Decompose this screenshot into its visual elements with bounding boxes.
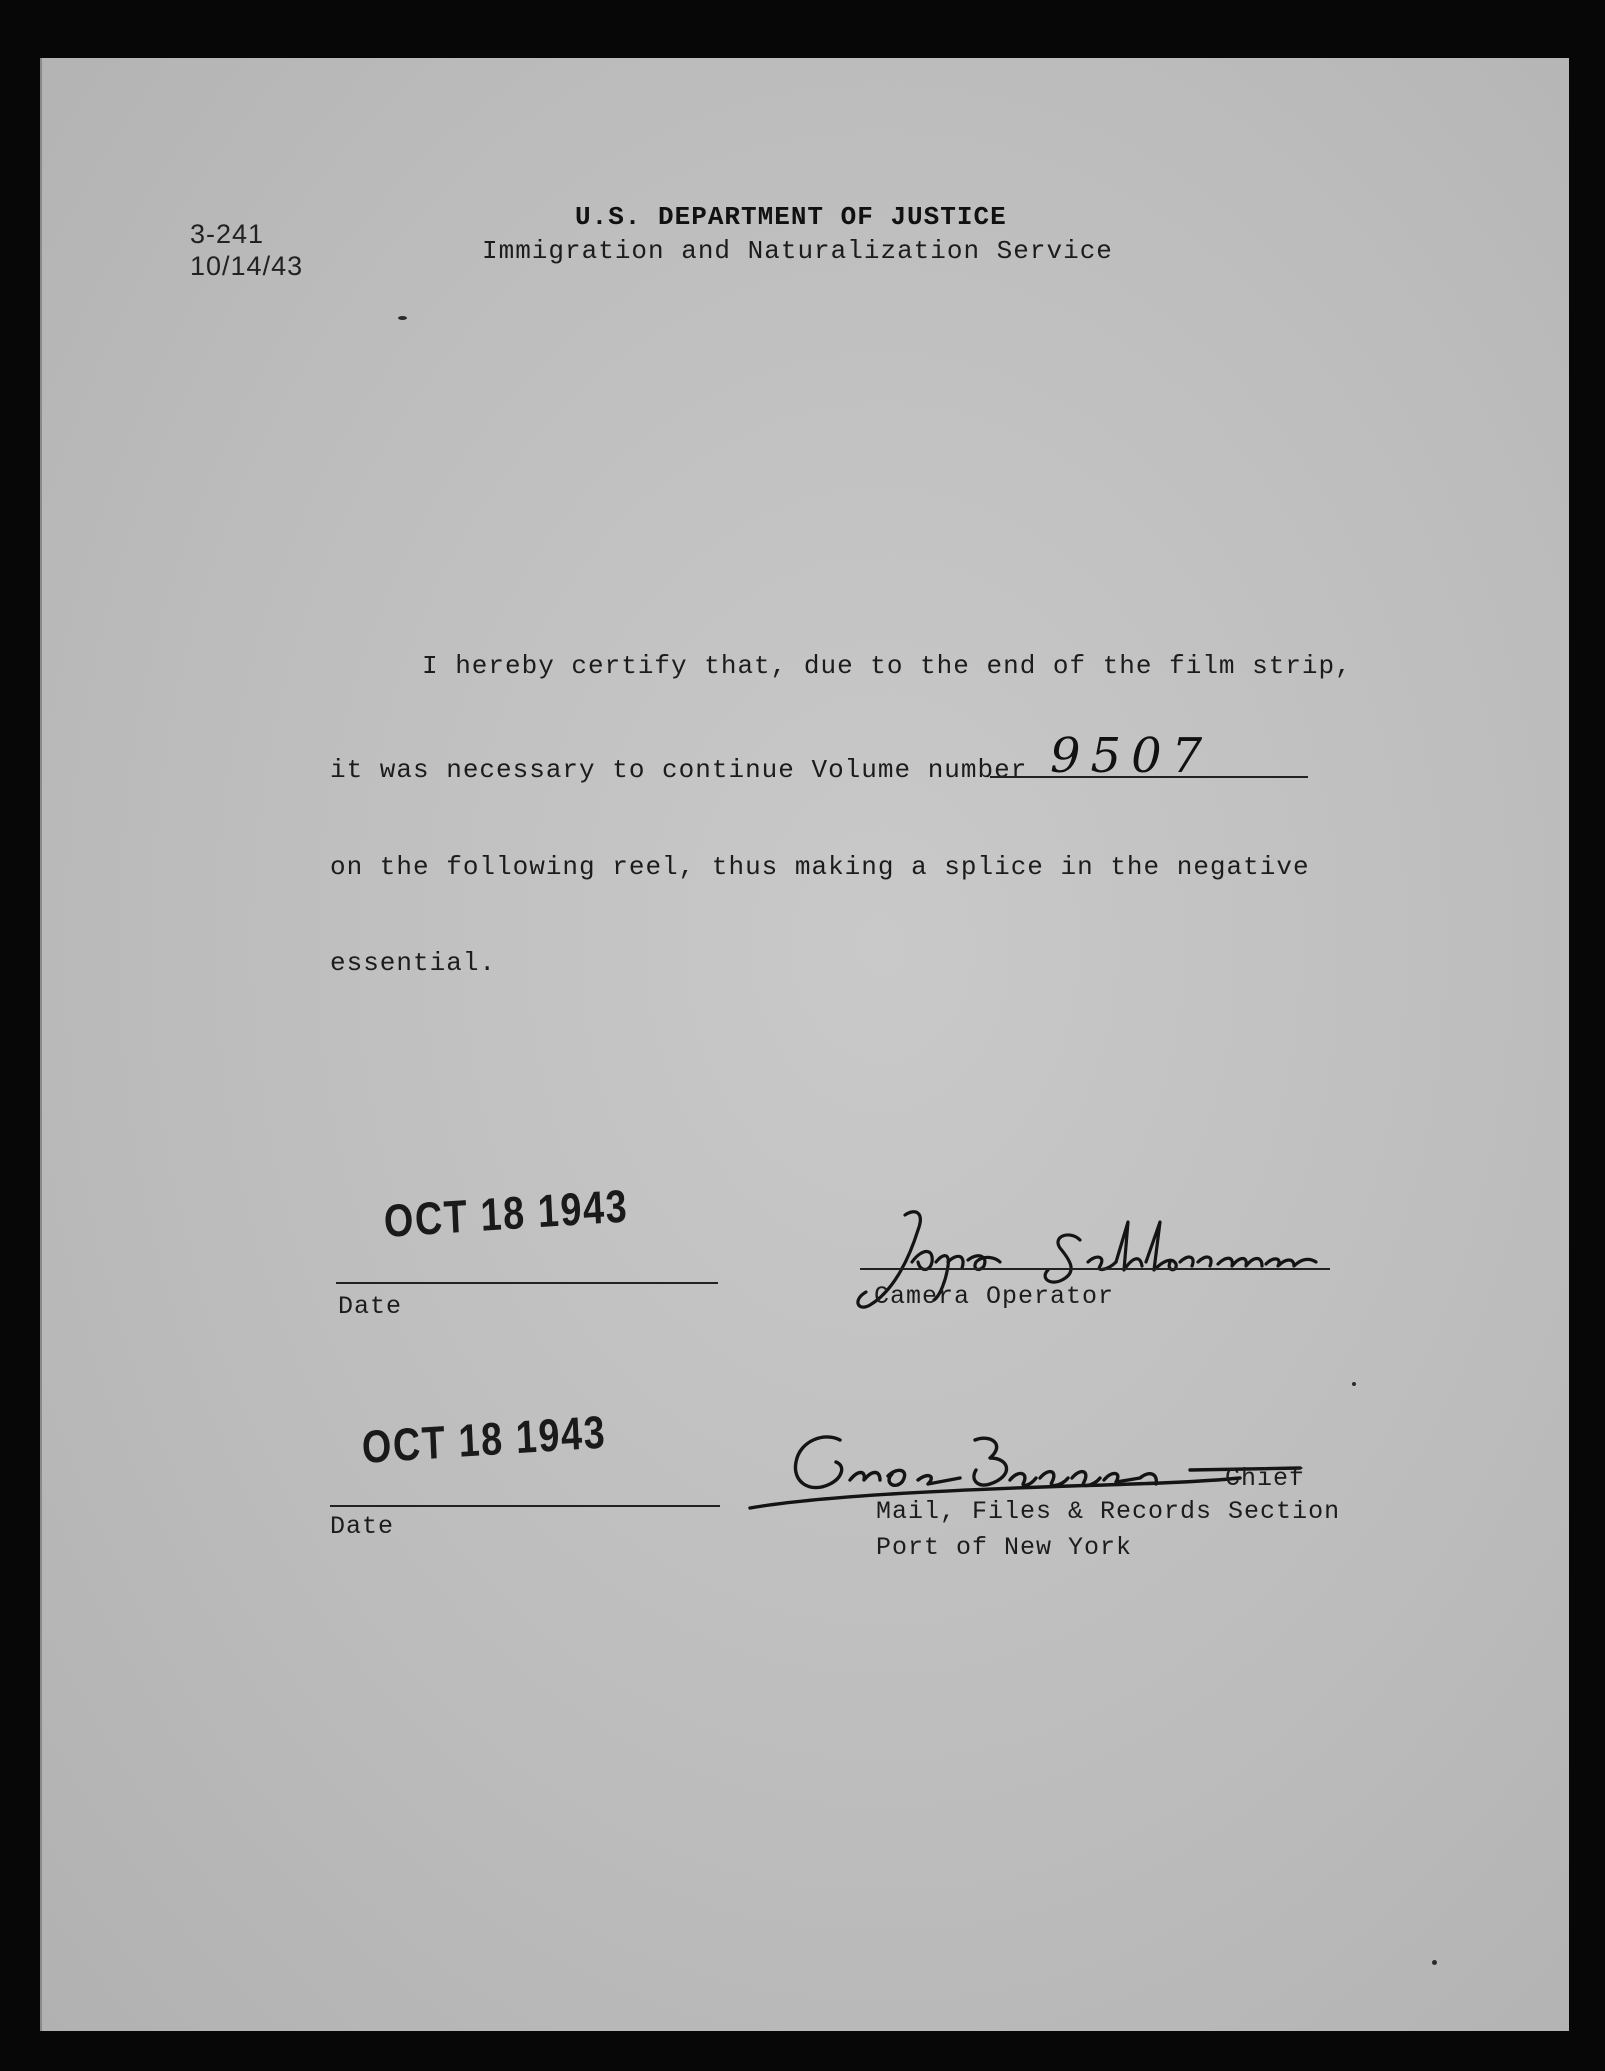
date-stamp-operator: OCT 18 1943 — [382, 1179, 630, 1247]
form-code: 3-241 — [190, 219, 265, 249]
date-line-chief — [330, 1505, 720, 1507]
date-label-operator: Date — [338, 1292, 403, 1321]
certificate-line-2: it was necessary to continue Volume number — [330, 755, 1028, 785]
section-title: Mail, Files & Records Section — [876, 1497, 1341, 1526]
speck — [1352, 1382, 1356, 1386]
date-line-operator — [336, 1282, 718, 1284]
form-date: 10/14/43 — [190, 251, 304, 281]
certificate-line-1: I hereby certify that, due to the end of the film strip, — [422, 651, 1352, 681]
date-label-chief: Date — [330, 1512, 395, 1541]
volume-number: 9507 — [1050, 728, 1213, 784]
department-heading: U.S. DEPARTMENT OF JUSTICE — [575, 202, 1007, 232]
certificate-line-3: on the following reel, thus making a splice in the negative — [330, 852, 1310, 882]
signature-line-operator — [860, 1268, 1330, 1270]
speck — [398, 316, 407, 320]
chief-title: Chief — [1225, 1464, 1306, 1493]
port-title: Port of New York — [876, 1533, 1133, 1562]
operator-title: Camera Operator — [874, 1282, 1115, 1311]
speck — [1432, 1960, 1437, 1965]
agency-heading: Immigration and Naturalization Service — [482, 236, 1113, 266]
document-sheet — [40, 58, 1569, 2031]
date-stamp-chief: OCT 18 1943 — [360, 1405, 608, 1473]
certificate-line-4: essential. — [330, 948, 497, 978]
form-number — [190, 218, 303, 282]
